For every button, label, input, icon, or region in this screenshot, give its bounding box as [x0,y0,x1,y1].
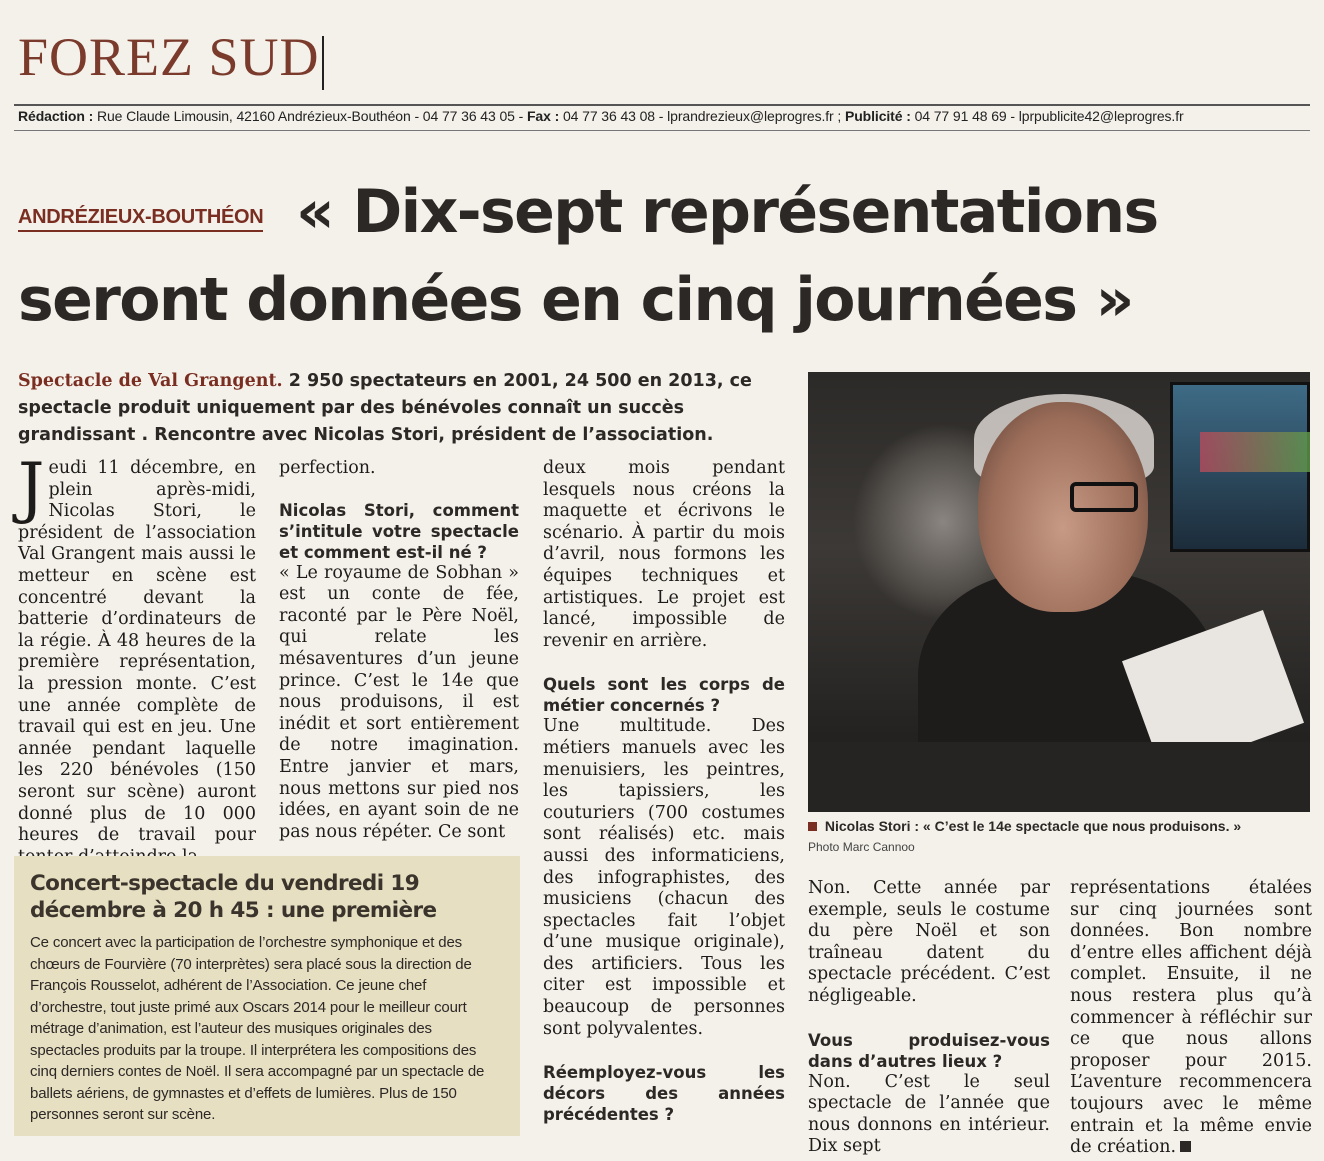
photo-caption-text: Nicolas Stori : « C’est le 14e spectacle que nous produisons. » [824,818,1242,834]
header-rule [14,104,1310,106]
section-divider [322,36,324,90]
standfirst-text: 2 950 spectateurs en 2001, 24 500 en 2013, ce spectacle produit uniquement par des bénévoles connaît un succès grandissant . Rencontre avec Nicolas Stori, président de l’association. [18,371,752,445]
redaction-label: Rédaction : [18,108,94,124]
photo-glasses [1070,482,1138,512]
headline-line-2: seront données en cinq journées » [18,265,1133,335]
pub-label: Publicité : [844,108,911,124]
header-rule-bottom [14,130,1310,131]
end-mark-icon [1180,1141,1191,1152]
drop-cap: J [18,449,45,526]
column-5-text: représentations étalées sur cinq journées sont données. Bon nombre d’entre elles affichent déjà complet. Ensuite, il ne nous restera plus qu’à commencer à réfléchir sur ce que nous allons proposer pour 2015. L’aventure recommencera toujours avec le même entrain et la même envie de création. [1070,878,1312,1158]
concert-box-title: Concert-spectacle du vendredi 19 décembre à 20 h 45 : une première [30,871,437,923]
question-sets: Réemployez-vous les décors des années précédentes ? [543,1063,785,1125]
column-3-p2: Une multitude. Des métiers manuels avec les menuisiers, les peintres, les tapissiers, les couturiers (700 costumes sont réalisés) etc. mais aussi des informaticiens, des infographistes, des musiciens (chacun des spectacles fait l’objet d’une musique originale), des artificiers. Tous les citer est impossible et beaucoup de personnes sont polyvalentes. [543,716,785,1039]
photo-credit: Photo Marc Cannoo [808,840,915,854]
redaction-address: Rue Claude Limousin, 42160 Andrézieux-Bouthéon - 04 77 36 43 05 - [96,108,524,124]
contact-line [18,108,1308,124]
column-2-p2: « Le royaume de Sobhan » est un conte de fée, raconté par le Père Noël, qui relate les mésaventures d’un jeune prince. C’est le 14e que nous produisons, il est inédit et sort entièrement de notre imagination. Entre janvier et mars, nous mettons sur pied nos idées, en ayant soin de ne pas nous répéter. Ce sont [279,562,519,842]
column-4 [808,878,1050,1158]
concert-box-text: Ce concert avec la participation de l’orchestre symphonique et des chœurs de Fourvière (70 interprètes) sera placé sous la direction de François Rousselot, adhérent de l’Association. Ce jeune chef d’orchestre, tout juste primé aux Oscars 2014 pour le meilleur court métrage d’animation, est l’auteur des musiques originales des spectacles produits par la troupe. Il interprétera les compositions des cinq derniers contes de Noël. Il sera accompagné par un spectacle de ballets aériens, de gymnastes et d’effets de lumières. Plus de 150 personnes seront sur scène. [30,934,485,1123]
question-venues: Vous produisez-vous dans d’autres lieux ? [808,1030,1050,1071]
pub-number: 04 77 91 48 69 - [914,108,1015,124]
photo-nicolas-stori [808,372,1310,812]
standfirst [18,368,798,449]
column-3 [543,458,785,1125]
pub-email[interactable]: lprpublicite42@leprogres.fr [1018,108,1184,124]
caption-square-icon [808,822,817,831]
fax-number: 04 77 36 43 08 - [562,108,664,124]
column-4-p2: Non. C’est le seul spectacle de l’année que nous donnons en intérieur. Dix sept [808,1071,1050,1157]
kicker: ANDRÉZIEUX-BOUTHÉON [18,206,263,232]
column-3-p1: deux mois pendant lesquels nous créons la maquette et écrivons le scénario. À partir du mois d’avril, nous formons les équipes techniques et artistiques. Le projet est lancé, impossible de revenir en arrière. [543,458,785,651]
concert-box [14,856,520,1136]
fax-label: Fax : [526,108,560,124]
headline-line-1: « Dix-sept représentations [296,177,1158,247]
column-1-text: eudi 11 décembre, en plein après-midi, Nicolas Stori, le président de l’association Val Grangent mais aussi le metteur en scène est concentré devant la batterie d’ordinateurs de la régie. À 48 heures de la première représentation, la pression monte. C’est une année complète de travail qui est en jeu. Une année pendant laquelle les 220 bénévoles (150 seront sur scène) auront donné plus de 10 000 heures de travail pour [18,458,256,846]
photo-desk [808,742,1310,812]
column-4-p1: Non. Cette année par exemple, seuls le costume du père Noël et son traîneau datent du spectacle précédent. C’est négligeable. [808,878,1050,1006]
photo-monitor-display [1200,432,1310,472]
column-2-p1: perfection. [279,458,376,478]
redaction-email[interactable]: lprandrezieux@leprogres.fr ; [667,108,842,124]
section-title: FOREZ SUD [18,27,320,87]
headline [18,168,1318,344]
standfirst-lead: Spectacle de Val Grangent. [18,371,283,391]
column-5 [1070,878,1312,1159]
column-1 [18,449,256,868]
column-2 [279,458,519,843]
question-trades: Quels sont les corps de métier concernés ? [543,675,785,716]
photo-caption [808,818,1310,834]
column-5-p1 [1070,878,1312,1159]
question-title: Nicolas Stori, comment s’intitule votre spectacle et comment est-il né ? [279,500,519,562]
